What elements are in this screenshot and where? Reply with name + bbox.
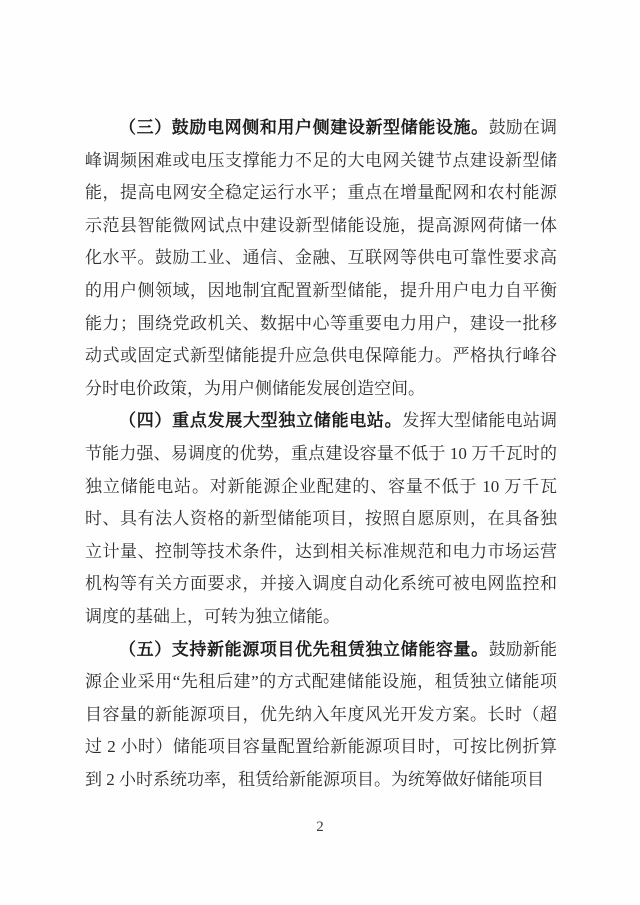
section-body-5: 鼓励新能源企业采用“先租后建”的方式配建储能设施，租赁独立储能项目容量的新能源项目，优先纳入年度风光开发方案。长时（超过 2 小时）储能项目容量配置给新能源项目时，可按比例折算到 2 小时系统功率，租赁给新能源项目。为统筹做好储能项目 [85, 639, 558, 789]
paragraph-3 [85, 112, 557, 405]
section-heading-3: （三）鼓励电网侧和用户侧建设新型储能设施。 [119, 118, 489, 137]
paragraph-4 [85, 405, 557, 633]
page-number: 2 [316, 819, 324, 835]
section-heading-4: （四）重点发展大型独立储能电站。 [119, 411, 403, 431]
page-footer [0, 818, 640, 836]
section-heading-5: （五）支持新能源项目优先租赁独立储能容量。 [119, 639, 489, 659]
section-body-3: 鼓励在调峰调频困难或电压支撑能力不足的大电网关键节点建设新型储能，提高电网安全稳定运行水平；重点在增量配网和农村能源示范县智能微网试点中建设新型储能设施，提高源网荷储一体化水平。鼓励工业、通信、金融、互联网等供电可靠性要求高的用户侧领域，因地制宜配置新型储能，提升用户电力自平衡能力；围绕党政机关、数据中心等重要电力用户，建设一批移动式或固定式新型储能提升应急供电保障能力。严格执行峰谷分时电价政策，为用户侧储能发展创造空间。 [85, 118, 558, 398]
document-body [85, 112, 557, 796]
paragraph-5 [85, 634, 557, 797]
section-body-4: 发挥大型储能电站调节能力强、易调度的优势，重点建设容量不低于 10 万千瓦时的独立储能电站。对新能源企业配建的、容量不低于 10 万千瓦时、具有法人资格的新型储能项目，按照自愿原则，在具备独立计量、控制等技术条件，达到相关标准规范和电力市场运营机构等有关方面要求，并接入调度自动化系统可被电网监控和调度的基础上，可转为独立储能。 [85, 411, 558, 626]
